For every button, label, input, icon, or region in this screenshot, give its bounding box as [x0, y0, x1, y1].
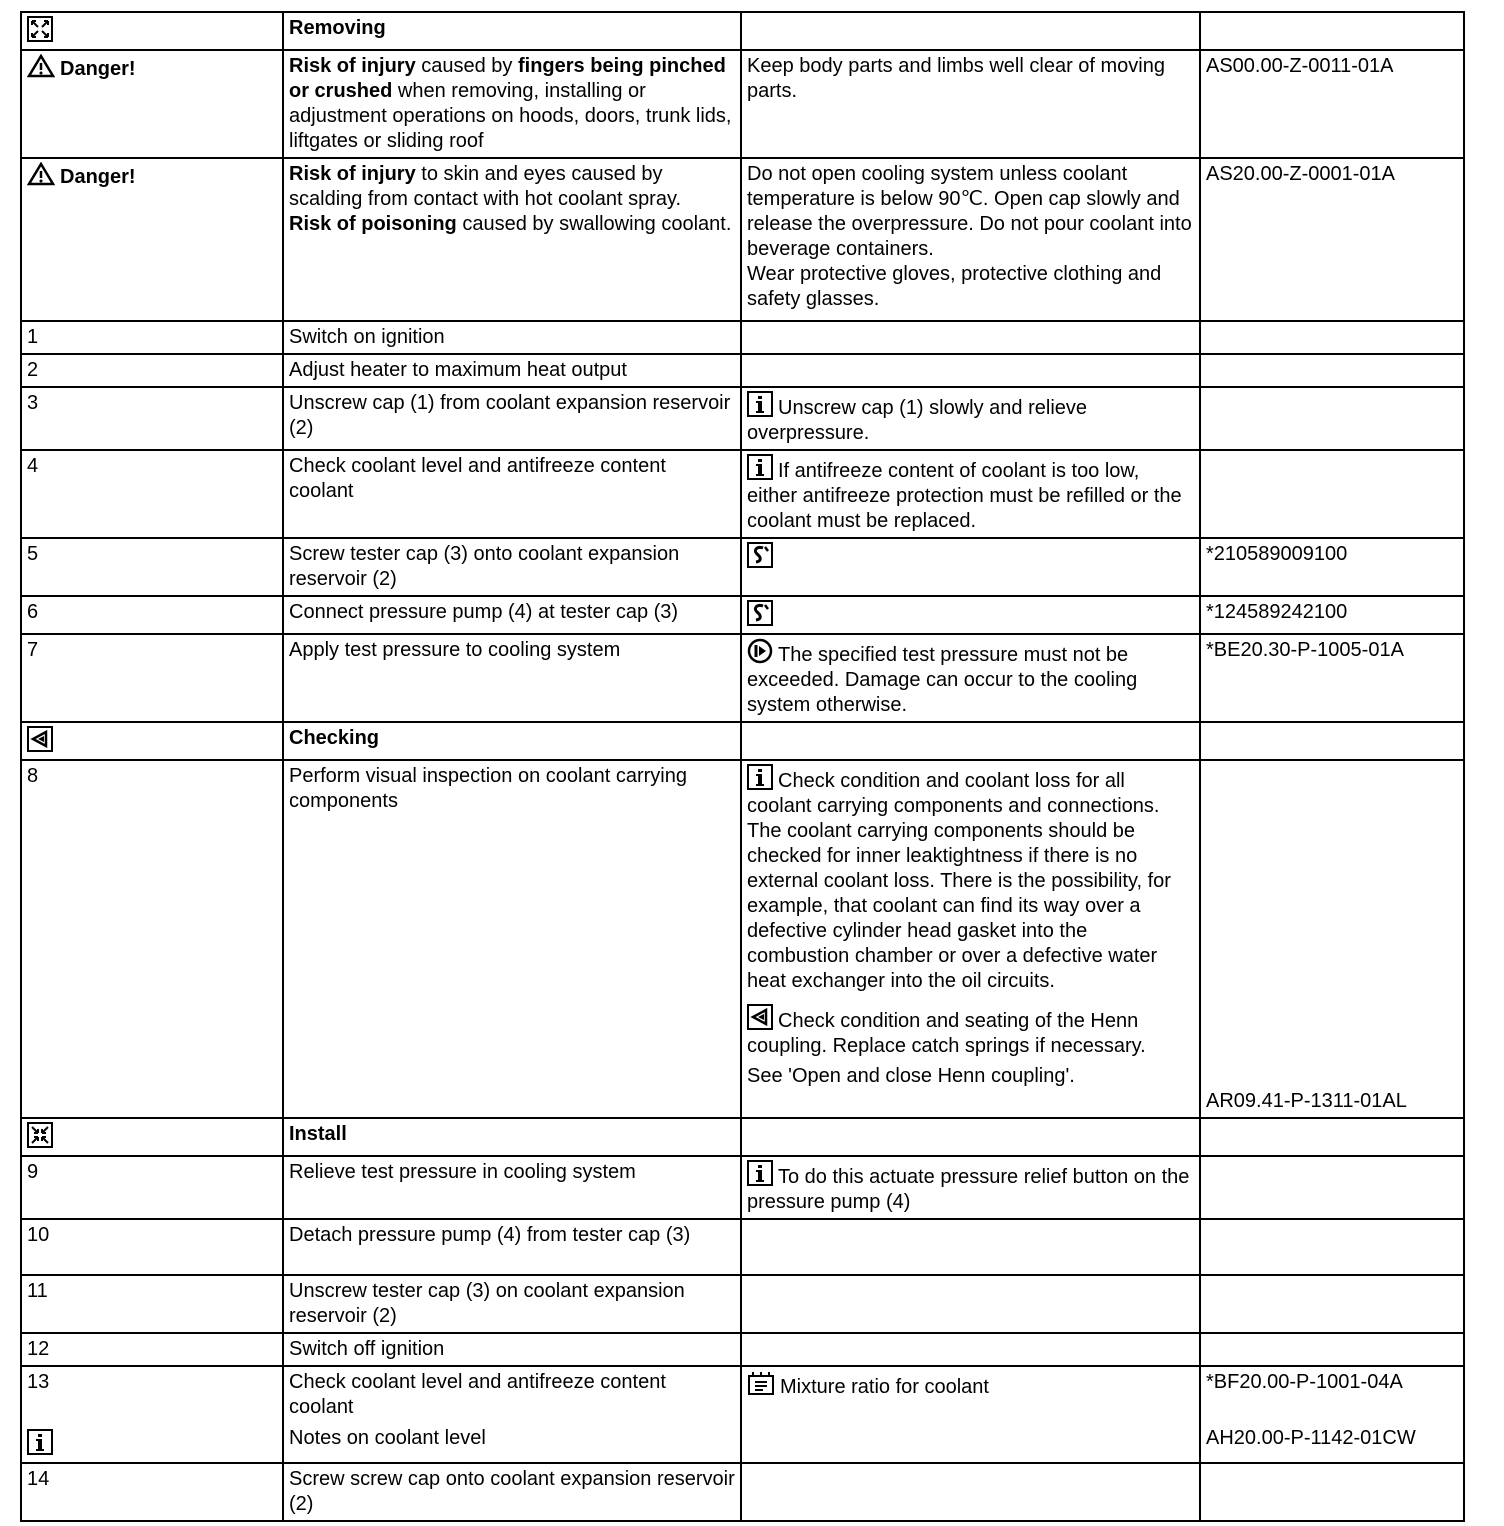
- table-row: [21, 722, 1464, 760]
- step-number: 14: [21, 1463, 283, 1521]
- special-tool-icon: [747, 542, 773, 568]
- danger-label: Danger!: [60, 58, 136, 80]
- cell-note: [741, 596, 1200, 634]
- check-symbol-icon: [747, 1004, 773, 1030]
- cell-note: Check condition and coolant loss for all coolant carrying components and connections. The coolant carrying components should be checked for inner leaktightness if there is no external coolant loss. There is the possibility, for example, that coolant can find its way over a defective cylinder head gasket into the combustion chamber or over a defective water heat exchanger into the oil circuits. Check condition and seating of the Henn coupling. Replace catch springs if necessary. See 'Open and close Henn coupling'.: [741, 760, 1200, 1118]
- step-number: 10: [21, 1219, 283, 1275]
- info-icon: [747, 1160, 773, 1186]
- document-reference[interactable]: *BE20.30-P-1005-01A: [1200, 634, 1464, 722]
- cell-note: Keep body parts and limbs well clear of moving parts.: [741, 50, 1200, 158]
- table-row: [21, 1275, 1464, 1333]
- step-number: 5: [21, 538, 283, 596]
- document-reference[interactable]: AS20.00-Z-0001-01A: [1200, 158, 1464, 321]
- table-row: [21, 1463, 1464, 1521]
- cell-danger: [21, 158, 283, 321]
- table-row: [21, 12, 1464, 50]
- step-text: Check coolant level and antifreeze content coolant: [283, 450, 741, 538]
- step-number: 12: [21, 1333, 283, 1366]
- table-row: [21, 354, 1464, 387]
- document-reference[interactable]: AS00.00-Z-0011-01A: [1200, 50, 1464, 158]
- table-row: [21, 1366, 1464, 1463]
- step-text: Check coolant level and antifreeze content coolant Notes on coolant level: [283, 1366, 741, 1463]
- table-row: [21, 1333, 1464, 1366]
- cell-note: Do not open cooling system unless coolant temperature is below 90℃. Open cap slowly and release the overpressure. Do not pour coolant into beverage containers. Wear protective gloves, protective clothing and safety glasses.: [741, 158, 1200, 321]
- tool-number[interactable]: *124589242100: [1200, 596, 1464, 634]
- table-row: [21, 1156, 1464, 1219]
- cell-symbol: [21, 12, 283, 50]
- step-number: 13: [21, 1366, 283, 1463]
- table-row: [21, 538, 1464, 596]
- warning-triangle-icon: [27, 162, 55, 186]
- notes-link[interactable]: Notes on coolant level: [289, 1427, 486, 1449]
- document-reference[interactable]: AR09.41-P-1311-01AL: [1200, 760, 1464, 1118]
- step-number: 7: [21, 634, 283, 722]
- step-number: 9: [21, 1156, 283, 1219]
- step-text: Unscrew tester cap (3) on coolant expansion reservoir (2): [283, 1275, 741, 1333]
- cell-danger: [21, 50, 283, 158]
- section-title: Removing: [283, 12, 741, 50]
- cell-note: [741, 538, 1200, 596]
- step-number: 4: [21, 450, 283, 538]
- table-row: [21, 1219, 1464, 1275]
- remove-symbol-icon: [27, 16, 53, 42]
- table-row: [21, 387, 1464, 450]
- step-text: Screw screw cap onto coolant expansion reservoir (2): [283, 1463, 741, 1521]
- info-icon: [747, 391, 773, 417]
- section-title: Checking: [283, 722, 741, 760]
- step-number: 3: [21, 387, 283, 450]
- procedure-table: [20, 11, 1465, 1522]
- table-row: [21, 634, 1464, 722]
- step-number: 11: [21, 1275, 283, 1333]
- table-row: [21, 450, 1464, 538]
- table-row: [21, 1118, 1464, 1156]
- step-text: Connect pressure pump (4) at tester cap (3): [283, 596, 741, 634]
- cell-symbol: [21, 1118, 283, 1156]
- danger-label: Danger!: [60, 166, 136, 188]
- install-symbol-icon: [27, 1122, 53, 1148]
- tool-number[interactable]: *210589009100: [1200, 538, 1464, 596]
- cell-note: If antifreeze content of coolant is too low, either antifreeze protection must be refilled or the coolant must be replaced.: [741, 450, 1200, 538]
- warning-triangle-icon: [27, 54, 55, 78]
- table-row: [21, 321, 1464, 354]
- caution-icon: [747, 638, 773, 664]
- step-text: Detach pressure pump (4) from tester cap (3): [283, 1219, 741, 1275]
- step-text: Adjust heater to maximum heat output: [283, 354, 741, 387]
- cell-description: Risk of injury to skin and eyes caused by scalding from contact with hot coolant spray. Risk of poisoning caused by swallowing coolant.: [283, 158, 741, 321]
- see-also-link[interactable]: See 'Open and close Henn coupling'.: [747, 1065, 1075, 1087]
- check-symbol-icon: [27, 726, 53, 752]
- step-number: 8: [21, 760, 283, 1118]
- step-text: Apply test pressure to cooling system: [283, 634, 741, 722]
- cell-symbol: [21, 722, 283, 760]
- step-text: Perform visual inspection on coolant carrying components: [283, 760, 741, 1118]
- operating-fluids-icon: [747, 1370, 775, 1396]
- step-text: Switch off ignition: [283, 1333, 741, 1366]
- table-row: [21, 158, 1464, 321]
- cell-note: Mixture ratio for coolant: [741, 1366, 1200, 1463]
- cell-note: To do this actuate pressure relief button on the pressure pump (4): [741, 1156, 1200, 1219]
- step-text: Screw tester cap (3) onto coolant expansion reservoir (2): [283, 538, 741, 596]
- table-row: [21, 50, 1464, 158]
- info-icon: [747, 764, 773, 790]
- cell-description: Risk of injury caused by fingers being pinched or crushed when removing, installing or adjustment operations on hoods, doors, trunk lids, liftgates or sliding roof: [283, 50, 741, 158]
- section-title: Install: [283, 1118, 741, 1156]
- step-number: 1: [21, 321, 283, 354]
- special-tool-icon: [747, 600, 773, 626]
- step-text: Relieve test pressure in cooling system: [283, 1156, 741, 1219]
- step-number: 2: [21, 354, 283, 387]
- step-text: Unscrew cap (1) from coolant expansion reservoir (2): [283, 387, 741, 450]
- step-text: Switch on ignition: [283, 321, 741, 354]
- cell-note: The specified test pressure must not be exceeded. Damage can occur to the cooling system otherwise.: [741, 634, 1200, 722]
- info-icon: [747, 454, 773, 480]
- document-reference: *BF20.00-P-1001-04A AH20.00-P-1142-01CW: [1200, 1366, 1464, 1463]
- cell-note: Unscrew cap (1) slowly and relieve overpressure.: [741, 387, 1200, 450]
- step-number: 6: [21, 596, 283, 634]
- info-icon: [27, 1429, 53, 1455]
- table-row: [21, 596, 1464, 634]
- table-row: [21, 760, 1464, 1118]
